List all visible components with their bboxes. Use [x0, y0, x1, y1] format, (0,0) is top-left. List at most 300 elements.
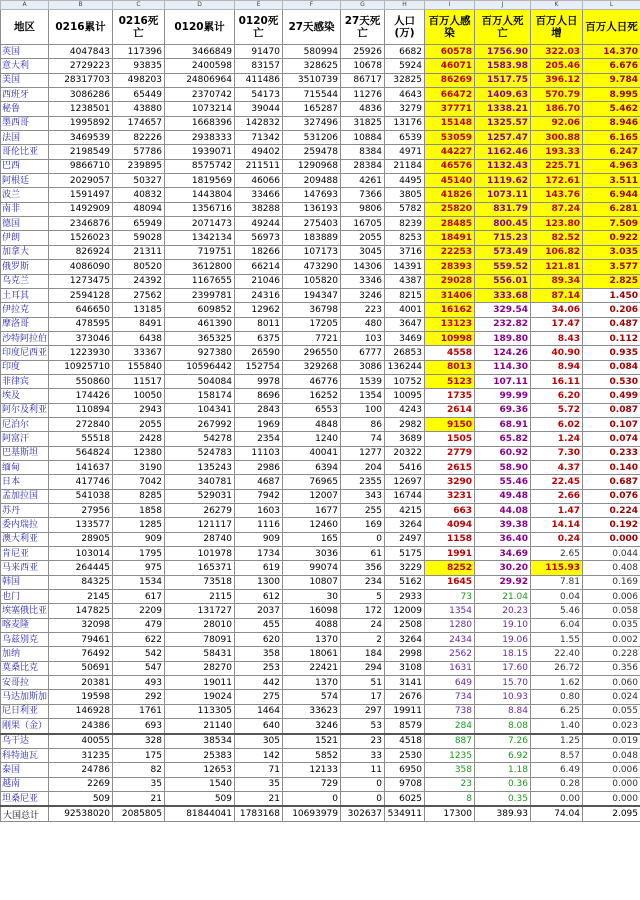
cell[interactable]: 83157 — [235, 59, 283, 73]
cell[interactable]: 529031 — [165, 489, 235, 503]
cell[interactable]: 234 — [341, 575, 385, 589]
cell[interactable]: 0.087 — [583, 403, 640, 417]
cell[interactable]: 28740 — [165, 532, 235, 546]
cell[interactable]: 33466 — [235, 188, 283, 202]
cell[interactable]: 2115 — [165, 590, 235, 604]
cell[interactable]: 1116 — [235, 518, 283, 532]
cell[interactable]: 2843 — [235, 403, 283, 417]
cell[interactable]: 10095 — [385, 389, 425, 403]
cell[interactable]: 1280 — [425, 618, 475, 632]
cell[interactable]: 21.04 — [475, 590, 531, 604]
cell[interactable]: 8.08 — [475, 719, 531, 734]
total-cell[interactable]: 17300 — [425, 806, 475, 822]
cell[interactable]: 1734 — [235, 547, 283, 561]
region-name[interactable]: 加纳 — [1, 647, 49, 661]
cell[interactable]: 186.70 — [531, 102, 583, 116]
cell[interactable]: 509 — [165, 791, 235, 806]
cell[interactable]: 365325 — [165, 331, 235, 345]
total-cell[interactable]: 92538020 — [49, 806, 113, 822]
cell[interactable]: 3264 — [385, 518, 425, 532]
cell[interactable]: 1505 — [425, 432, 475, 446]
cell[interactable]: 21 — [113, 791, 165, 806]
cell[interactable]: 1.62 — [531, 676, 583, 690]
cell[interactable]: 69.36 — [475, 403, 531, 417]
region-name[interactable]: 巴西 — [1, 159, 49, 173]
column-letter[interactable]: L — [583, 1, 640, 10]
cell[interactable]: 189.80 — [475, 331, 531, 345]
cell[interactable]: 204 — [341, 460, 385, 474]
cell[interactable]: 3510739 — [283, 73, 341, 87]
cell[interactable]: 715544 — [283, 88, 341, 102]
cell[interactable]: 8.946 — [583, 116, 640, 130]
cell[interactable]: 22.45 — [531, 475, 583, 489]
cell[interactable]: 0.499 — [583, 389, 640, 403]
cell[interactable]: 0.074 — [583, 432, 640, 446]
cell[interactable]: 909 — [113, 532, 165, 546]
cell[interactable]: 1235 — [425, 748, 475, 762]
cell[interactable]: 4687 — [235, 475, 283, 489]
cell[interactable]: 6777 — [341, 346, 385, 360]
cell[interactable]: 2029057 — [49, 174, 113, 188]
cell[interactable]: 16098 — [283, 604, 341, 618]
cell[interactable]: 327496 — [283, 116, 341, 130]
cell[interactable]: 193.33 — [531, 145, 583, 159]
cell[interactable]: 40.90 — [531, 346, 583, 360]
cell[interactable]: 12962 — [235, 303, 283, 317]
cell[interactable]: 19024 — [165, 690, 235, 704]
region-name[interactable]: 沙特阿拉伯 — [1, 331, 49, 345]
cell[interactable]: 12460 — [283, 518, 341, 532]
cell[interactable]: 6375 — [235, 331, 283, 345]
cell[interactable]: 297 — [341, 704, 385, 718]
cell[interactable]: 93835 — [113, 59, 165, 73]
cell[interactable]: 8696 — [235, 389, 283, 403]
cell[interactable]: 65449 — [113, 88, 165, 102]
cell[interactable]: 14.370 — [583, 45, 640, 59]
cell[interactable]: 267992 — [165, 417, 235, 431]
cell[interactable]: 663 — [425, 504, 475, 518]
cell[interactable]: 40055 — [49, 734, 113, 749]
cell[interactable]: 38288 — [235, 202, 283, 216]
cell[interactable]: 53059 — [425, 131, 475, 145]
cell[interactable]: 1492909 — [49, 202, 113, 216]
cell[interactable]: 4836 — [341, 102, 385, 116]
cell[interactable]: 7042 — [113, 475, 165, 489]
cell[interactable]: 2615 — [425, 460, 475, 474]
cell[interactable]: 80520 — [113, 260, 165, 274]
cell[interactable]: 174657 — [113, 116, 165, 130]
cell[interactable]: 4643 — [385, 88, 425, 102]
cell[interactable]: 1354 — [341, 389, 385, 403]
cell[interactable]: 275 — [235, 690, 283, 704]
cell[interactable]: 101978 — [165, 547, 235, 561]
cell[interactable]: 5416 — [385, 460, 425, 474]
cell[interactable]: 1819569 — [165, 174, 235, 188]
region-name[interactable]: 乌克兰 — [1, 274, 49, 288]
cell[interactable]: 51 — [341, 676, 385, 690]
cell[interactable]: 305 — [235, 734, 283, 749]
cell[interactable]: 4495 — [385, 174, 425, 188]
cell[interactable]: 478595 — [49, 317, 113, 331]
cell[interactable]: 55518 — [49, 432, 113, 446]
cell[interactable]: 92.06 — [531, 116, 583, 130]
cell[interactable]: 28270 — [165, 661, 235, 675]
total-cell[interactable]: 81844041 — [165, 806, 235, 822]
cell[interactable]: 8579 — [385, 719, 425, 734]
cell[interactable]: 4387 — [385, 274, 425, 288]
cell[interactable]: 60578 — [425, 45, 475, 59]
cell[interactable]: 37771 — [425, 102, 475, 116]
cell[interactable]: 39044 — [235, 102, 283, 116]
cell[interactable]: 2530 — [385, 748, 425, 762]
region-name[interactable]: 泰国 — [1, 763, 49, 777]
cell[interactable]: 617 — [113, 590, 165, 604]
region-name[interactable]: 肯尼亚 — [1, 547, 49, 561]
cell[interactable]: 16705 — [341, 217, 385, 231]
cell[interactable]: 1073.11 — [475, 188, 531, 202]
cell[interactable]: 106.82 — [531, 245, 583, 259]
cell[interactable]: 9708 — [385, 777, 425, 791]
cell[interactable]: 133577 — [49, 518, 113, 532]
cell[interactable]: 0.24 — [531, 532, 583, 546]
cell[interactable]: 3647 — [385, 317, 425, 331]
cell[interactable]: 264445 — [49, 561, 113, 575]
cell[interactable]: 4243 — [385, 403, 425, 417]
cell[interactable]: 556.01 — [475, 274, 531, 288]
cell[interactable]: 66472 — [425, 88, 475, 102]
cell[interactable]: 40832 — [113, 188, 165, 202]
cell[interactable]: 15148 — [425, 116, 475, 130]
cell[interactable]: 559.52 — [475, 260, 531, 274]
cell[interactable]: 71 — [235, 763, 283, 777]
cell[interactable]: 14391 — [385, 260, 425, 274]
cell[interactable]: 2055 — [341, 231, 385, 245]
cell[interactable]: 29028 — [425, 274, 475, 288]
cell[interactable]: 11103 — [235, 446, 283, 460]
cell[interactable]: 2614 — [425, 403, 475, 417]
cell[interactable]: 152754 — [235, 360, 283, 374]
cell[interactable]: 0.060 — [583, 676, 640, 690]
cell[interactable]: 0.356 — [583, 661, 640, 675]
cell[interactable]: 1858 — [113, 504, 165, 518]
cell[interactable]: 10050 — [113, 389, 165, 403]
cell[interactable]: 143.76 — [531, 188, 583, 202]
cell[interactable]: 36798 — [283, 303, 341, 317]
region-name[interactable]: 阿尔及利亚 — [1, 403, 49, 417]
cell[interactable]: 7942 — [235, 489, 283, 503]
cell[interactable]: 131727 — [165, 604, 235, 618]
column-letter[interactable]: J — [475, 1, 531, 10]
cell[interactable]: 44227 — [425, 145, 475, 159]
region-name[interactable]: 韩国 — [1, 575, 49, 589]
cell[interactable]: 0.006 — [583, 590, 640, 604]
cell[interactable]: 15.70 — [475, 676, 531, 690]
cell[interactable]: 71342 — [235, 131, 283, 145]
cell[interactable]: 142 — [235, 748, 283, 762]
region-name[interactable]: 伊拉克 — [1, 303, 49, 317]
region-name[interactable]: 日本 — [1, 475, 49, 489]
cell[interactable]: 99.99 — [475, 389, 531, 403]
cell[interactable]: 2943 — [113, 403, 165, 417]
cell[interactable]: 329268 — [283, 360, 341, 374]
cell[interactable]: 493 — [113, 676, 165, 690]
cell[interactable]: 620 — [235, 633, 283, 647]
cell[interactable]: 253 — [235, 661, 283, 675]
cell[interactable]: 121117 — [165, 518, 235, 532]
cell[interactable]: 2209 — [113, 604, 165, 618]
cell[interactable]: 49402 — [235, 145, 283, 159]
cell[interactable]: 7.26 — [475, 734, 531, 749]
cell[interactable]: 10884 — [341, 131, 385, 145]
cell[interactable]: 19.10 — [475, 618, 531, 632]
column-letter[interactable]: A — [1, 1, 49, 10]
cell[interactable]: 36.40 — [475, 532, 531, 546]
column-letter[interactable]: C — [113, 1, 165, 10]
cell[interactable]: 46776 — [283, 374, 341, 388]
cell[interactable]: 68.91 — [475, 417, 531, 431]
cell[interactable]: 0.076 — [583, 489, 640, 503]
cell[interactable]: 8013 — [425, 360, 475, 374]
cell[interactable]: 693 — [113, 719, 165, 734]
cell[interactable]: 5.72 — [531, 403, 583, 417]
cell[interactable]: 1756.90 — [475, 45, 531, 59]
cell[interactable]: 28317703 — [49, 73, 113, 87]
cell[interactable]: 10596442 — [165, 360, 235, 374]
region-name[interactable]: 法国 — [1, 131, 49, 145]
cell[interactable]: 30 — [283, 590, 341, 604]
cell[interactable]: 33623 — [283, 704, 341, 718]
cell[interactable]: 58.90 — [475, 460, 531, 474]
cell[interactable]: 509 — [49, 791, 113, 806]
cell[interactable]: 1338.21 — [475, 102, 531, 116]
cell[interactable]: 2400598 — [165, 59, 235, 73]
cell[interactable]: 9150 — [425, 417, 475, 431]
cell[interactable]: 4094 — [425, 518, 475, 532]
cell[interactable]: 99074 — [283, 561, 341, 575]
region-name[interactable]: 南非 — [1, 202, 49, 216]
cell[interactable]: 5782 — [385, 202, 425, 216]
cell[interactable]: 396.12 — [531, 73, 583, 87]
cell[interactable]: 0.019 — [583, 734, 640, 749]
cell[interactable]: 609852 — [165, 303, 235, 317]
total-cell[interactable]: 302637 — [341, 806, 385, 822]
cell[interactable]: 0.002 — [583, 633, 640, 647]
cell[interactable]: 142832 — [235, 116, 283, 130]
region-name[interactable]: 坦桑尼亚 — [1, 791, 49, 806]
cell[interactable]: 49244 — [235, 217, 283, 231]
cell[interactable]: 0.687 — [583, 475, 640, 489]
cell[interactable]: 541038 — [49, 489, 113, 503]
cell[interactable]: 31825 — [341, 116, 385, 130]
cell[interactable]: 1.25 — [531, 734, 583, 749]
cell[interactable]: 5.46 — [531, 604, 583, 618]
cell[interactable]: 0.224 — [583, 504, 640, 518]
cell[interactable]: 479 — [113, 618, 165, 632]
region-name[interactable]: 科特迪瓦 — [1, 748, 49, 762]
cell[interactable]: 24 — [341, 618, 385, 632]
cell[interactable]: 564824 — [49, 446, 113, 460]
cell[interactable]: 136193 — [283, 202, 341, 216]
cell[interactable]: 1257.47 — [475, 131, 531, 145]
cell[interactable]: 1526023 — [49, 231, 113, 245]
cell[interactable]: 46576 — [425, 159, 475, 173]
cell[interactable]: 13185 — [113, 303, 165, 317]
region-name[interactable]: 意大利 — [1, 59, 49, 73]
cell[interactable]: 1.55 — [531, 633, 583, 647]
cell[interactable]: 0.36 — [475, 777, 531, 791]
cell[interactable]: 24392 — [113, 274, 165, 288]
cell[interactable]: 4.963 — [583, 159, 640, 173]
total-cell[interactable]: 2.095 — [583, 806, 640, 822]
cell[interactable]: 1325.57 — [475, 116, 531, 130]
cell[interactable]: 2933 — [385, 590, 425, 604]
cell[interactable]: 8.94 — [531, 360, 583, 374]
cell[interactable]: 1167655 — [165, 274, 235, 288]
cell[interactable]: 3108 — [385, 661, 425, 675]
cell[interactable]: 738 — [425, 704, 475, 718]
cell[interactable]: 1677 — [283, 504, 341, 518]
cell[interactable]: 826924 — [49, 245, 113, 259]
cell[interactable]: 22253 — [425, 245, 475, 259]
cell[interactable]: 1539 — [341, 374, 385, 388]
cell[interactable]: 4088 — [283, 618, 341, 632]
cell[interactable]: 1356716 — [165, 202, 235, 216]
cell[interactable]: 5 — [341, 590, 385, 604]
cell[interactable]: 1370 — [283, 633, 341, 647]
cell[interactable]: 56973 — [235, 231, 283, 245]
cell[interactable]: 570.79 — [531, 88, 583, 102]
cell[interactable]: 296550 — [283, 346, 341, 360]
cell[interactable]: 0.023 — [583, 719, 640, 734]
cell[interactable]: 461390 — [165, 317, 235, 331]
cell[interactable]: 1285 — [113, 518, 165, 532]
cell[interactable]: 3279 — [385, 102, 425, 116]
total-cell[interactable]: 389.93 — [475, 806, 531, 822]
cell[interactable]: 4848 — [283, 417, 341, 431]
cell[interactable]: 259478 — [283, 145, 341, 159]
cell[interactable]: 1240 — [283, 432, 341, 446]
cell[interactable]: 73518 — [165, 575, 235, 589]
cell[interactable]: 0 — [341, 532, 385, 546]
cell[interactable]: 8239 — [385, 217, 425, 231]
cell[interactable]: 0 — [341, 777, 385, 791]
cell[interactable]: 3036 — [283, 547, 341, 561]
cell[interactable]: 442 — [235, 676, 283, 690]
cell[interactable]: 21311 — [113, 245, 165, 259]
cell[interactable]: 100 — [341, 403, 385, 417]
cell[interactable]: 0.006 — [583, 763, 640, 777]
cell[interactable]: 2370742 — [165, 88, 235, 102]
cell[interactable]: 6553 — [283, 403, 341, 417]
cell[interactable]: 2434 — [425, 633, 475, 647]
cell[interactable]: 3469539 — [49, 131, 113, 145]
cell[interactable]: 715.23 — [475, 231, 531, 245]
cell[interactable]: 1795 — [113, 547, 165, 561]
cell[interactable]: 1583.98 — [475, 59, 531, 73]
cell[interactable]: 13123 — [425, 317, 475, 331]
cell[interactable]: 0.28 — [531, 777, 583, 791]
cell[interactable]: 580994 — [283, 45, 341, 59]
cell[interactable]: 45140 — [425, 174, 475, 188]
cell[interactable]: 32098 — [49, 618, 113, 632]
cell[interactable]: 86 — [341, 417, 385, 431]
cell[interactable]: 1132.43 — [475, 159, 531, 173]
cell[interactable]: 2355 — [341, 475, 385, 489]
cell[interactable]: 480 — [341, 317, 385, 331]
cell[interactable]: 39.38 — [475, 518, 531, 532]
cell[interactable]: 43880 — [113, 102, 165, 116]
cell[interactable]: 20381 — [49, 676, 113, 690]
cell[interactable]: 6.281 — [583, 202, 640, 216]
cell[interactable]: 33 — [341, 748, 385, 762]
cell[interactable]: 8.43 — [531, 331, 583, 345]
cell[interactable]: 18266 — [235, 245, 283, 259]
cell[interactable]: 10807 — [283, 575, 341, 589]
region-name[interactable]: 印度 — [1, 360, 49, 374]
cell[interactable]: 232.82 — [475, 317, 531, 331]
cell[interactable]: 34.69 — [475, 547, 531, 561]
cell[interactable]: 3466849 — [165, 45, 235, 59]
region-name[interactable]: 马达加斯加 — [1, 690, 49, 704]
cell[interactable]: 498203 — [113, 73, 165, 87]
cell[interactable]: 10.93 — [475, 690, 531, 704]
cell[interactable]: 10678 — [341, 59, 385, 73]
cell[interactable]: 542 — [113, 647, 165, 661]
cell[interactable]: 0.04 — [531, 590, 583, 604]
cell[interactable]: 16.11 — [531, 374, 583, 388]
cell[interactable]: 831.79 — [475, 202, 531, 216]
cell[interactable]: 25383 — [165, 748, 235, 762]
cell[interactable]: 3469 — [385, 331, 425, 345]
region-name[interactable]: 墨西哥 — [1, 116, 49, 130]
cell[interactable]: 640 — [235, 719, 283, 734]
cell[interactable]: 1238501 — [49, 102, 113, 116]
cell[interactable]: 1464 — [235, 704, 283, 718]
cell[interactable]: 107173 — [283, 245, 341, 259]
cell[interactable]: 9.784 — [583, 73, 640, 87]
cell[interactable]: 5924 — [385, 59, 425, 73]
cell[interactable]: 87.24 — [531, 202, 583, 216]
cell[interactable]: 65.82 — [475, 432, 531, 446]
cell[interactable]: 121.81 — [531, 260, 583, 274]
cell[interactable]: 0.35 — [475, 791, 531, 806]
cell[interactable]: 19911 — [385, 704, 425, 718]
cell[interactable]: 975 — [113, 561, 165, 575]
cell[interactable]: 0.084 — [583, 360, 640, 374]
cell[interactable]: 44.08 — [475, 504, 531, 518]
cell[interactable]: 0.487 — [583, 317, 640, 331]
cell[interactable]: 3086 — [341, 360, 385, 374]
region-name[interactable]: 加拿大 — [1, 245, 49, 259]
cell[interactable]: 28393 — [425, 260, 475, 274]
cell[interactable]: 2.825 — [583, 274, 640, 288]
cell[interactable]: 169 — [341, 518, 385, 532]
cell[interactable]: 26590 — [235, 346, 283, 360]
cell[interactable]: 0.107 — [583, 417, 640, 431]
cell[interactable]: 1.450 — [583, 288, 640, 302]
cell[interactable]: 6682 — [385, 45, 425, 59]
cell[interactable]: 11276 — [341, 88, 385, 102]
cell[interactable]: 184 — [341, 647, 385, 661]
cell[interactable]: 8252 — [425, 561, 475, 575]
cell[interactable]: 19011 — [165, 676, 235, 690]
cell[interactable]: 2354 — [235, 432, 283, 446]
cell[interactable]: 1273475 — [49, 274, 113, 288]
cell[interactable]: 573.49 — [475, 245, 531, 259]
cell[interactable]: 531206 — [283, 131, 341, 145]
cell[interactable]: 0.922 — [583, 231, 640, 245]
cell[interactable]: 473290 — [283, 260, 341, 274]
